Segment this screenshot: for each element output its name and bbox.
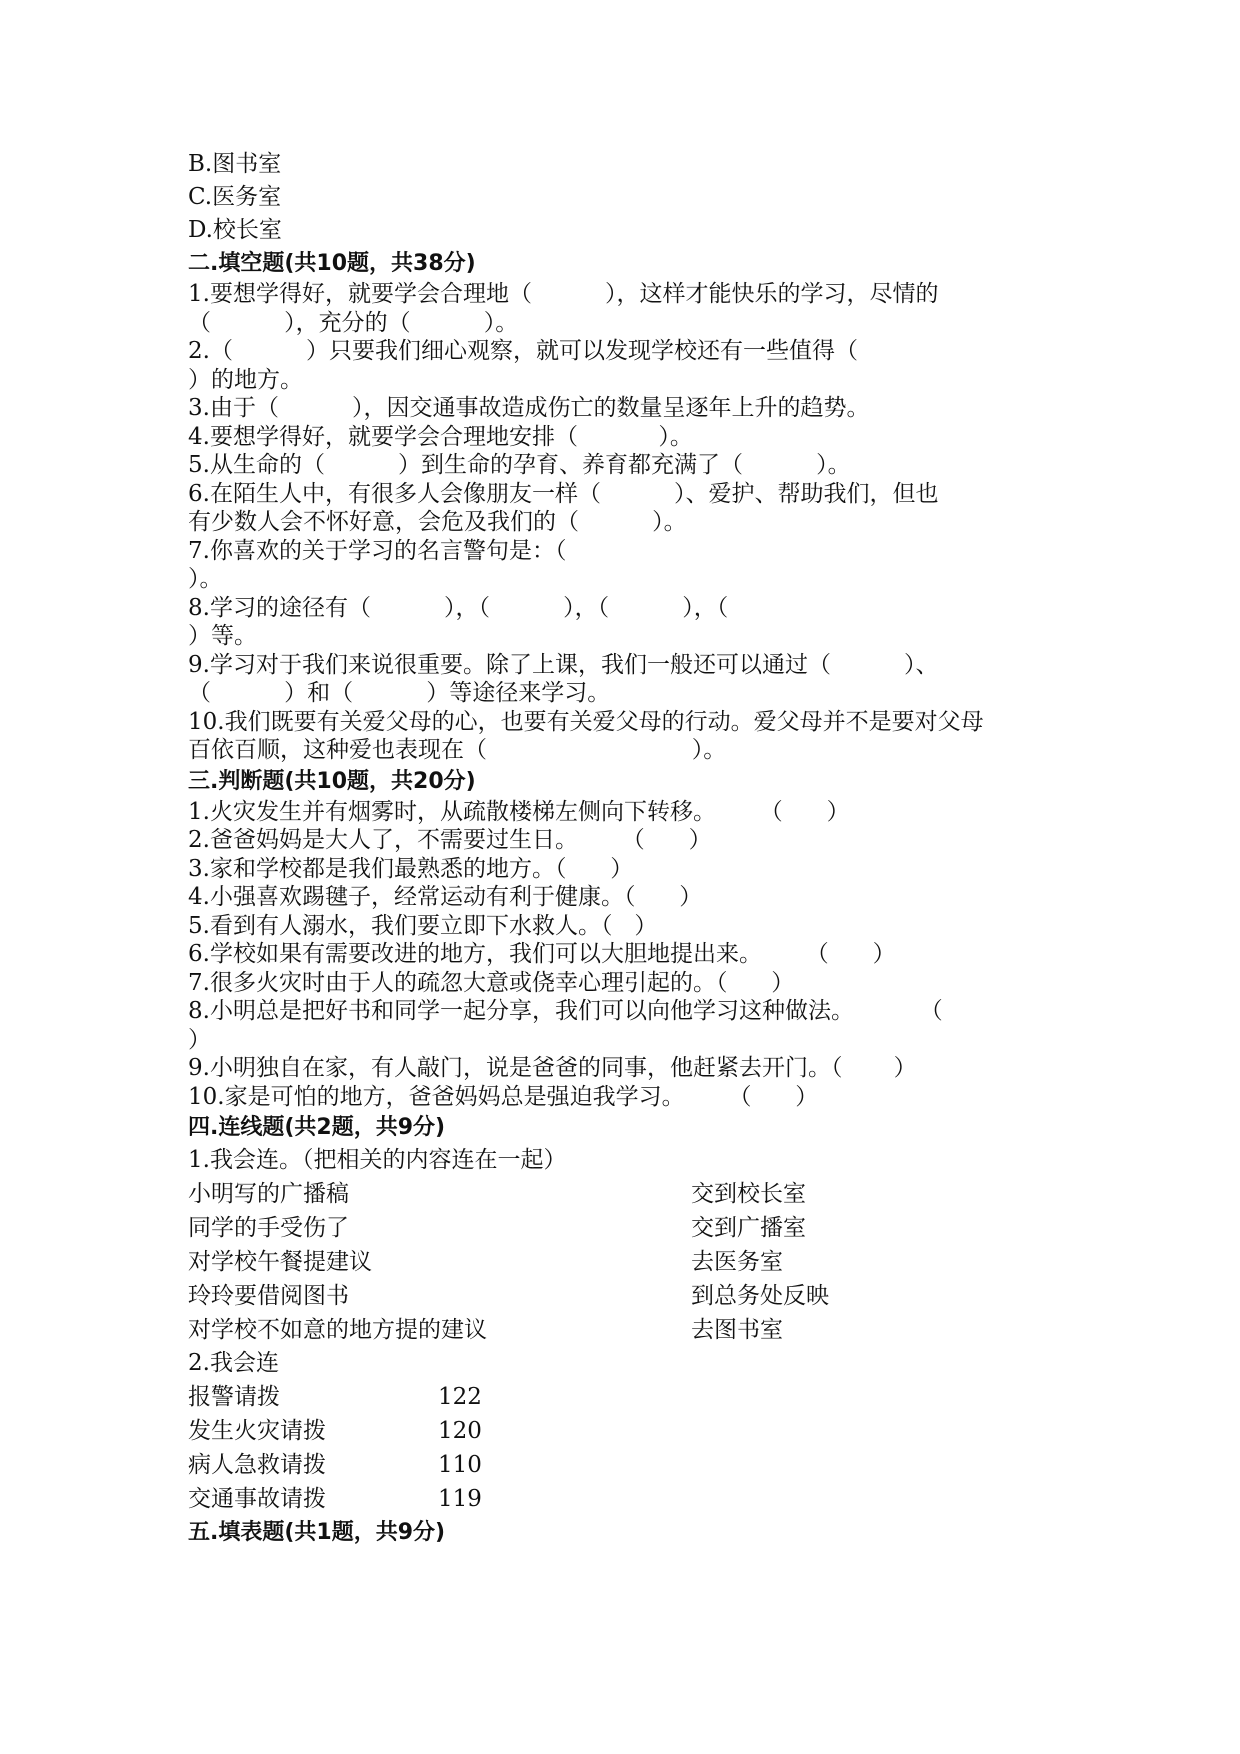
question-line: （ ），充分的（ ）。 — [188, 309, 519, 336]
question-line: （ ）和（ ）等途径来学习。 — [188, 680, 611, 706]
page-content — [188, 148, 1068, 1549]
matching-left-item: 对学校不如意的地方提的建议 — [188, 1317, 487, 1343]
matching-row — [188, 1380, 1068, 1414]
matching-right-item: 交到广播室 — [691, 1215, 806, 1241]
section-heading-true-false: 三.判断题(共10题，共20分) — [188, 768, 476, 794]
matching-left-item: 小明写的广播稿 — [188, 1181, 349, 1207]
question-line: 4.小强喜欢踢毽子，经常运动有利于健康。（ ） — [188, 884, 703, 910]
question-line: 6.学校如果有需要改进的地方，我们可以大胆地提出来。 （ ） — [188, 941, 896, 967]
option-c: C.医务室 — [188, 184, 282, 210]
phone-number: 120 — [438, 1418, 482, 1444]
question-line: 2.爸爸妈妈是大人了，不需要过生日。 （ ） — [188, 827, 712, 853]
option-b: B.图书室 — [188, 151, 282, 177]
section-heading-matching: 四.连线题(共2题，共9分) — [188, 1115, 446, 1140]
question-line: 10.家是可怕的地方，爸爸妈妈总是强迫我学习。 （ ） — [188, 1083, 819, 1110]
question-line: 1.要想学得好，就要学会合理地（ ），这样才能快乐的学习，尽情的 — [188, 281, 939, 307]
question-line: 6.在陌生人中，有很多人会像朋友一样（ ）、爱护、帮助我们，但也 — [188, 480, 939, 507]
matching-row — [188, 1279, 1068, 1313]
true-false-questions — [188, 798, 1068, 1112]
matching-left-item: 同学的手受伤了 — [188, 1215, 349, 1241]
question-line: 10.我们既要有关爱父母的心，也要有关爱父母的行动。爱父母并不是要对父母 — [188, 708, 984, 735]
question-line: 有少数人会不怀好意，会危及我们的（ ）。 — [188, 509, 687, 535]
question-line: 2.（ ）只要我们细心观察，就可以发现学校还有一些值得（ — [188, 338, 859, 364]
question-line: 5.从生命的（ ）到生命的孕育、养育都充满了（ ）。 — [188, 452, 851, 478]
matching-left-item: 对学校午餐提建议 — [188, 1249, 372, 1275]
matching-row — [188, 1414, 1068, 1448]
matching-left-item: 报警请拨 — [188, 1384, 280, 1410]
question-line: 8.学习的途径有（ ），（ ），（ ），（ — [188, 594, 729, 621]
matching-row — [188, 1211, 1068, 1245]
question-line: 8.小明总是把好书和同学一起分享，我们可以向他学习这种做法。 （ — [188, 998, 943, 1024]
question-line: 5.看到有人溺水，我们要立即下水救人。（ ） — [188, 912, 658, 939]
fill-blank-questions — [188, 280, 1068, 765]
question-line: ）。 — [188, 566, 223, 592]
question-line: 1.火灾发生并有烟雾时，从疏散楼梯左侧向下转移。 （ ） — [188, 798, 850, 825]
matching-right-item: 去图书室 — [691, 1317, 783, 1343]
matching-row — [188, 1482, 1068, 1516]
question-line: ） — [188, 1026, 211, 1053]
question-line: 3.家和学校都是我们最熟悉的地方。（ ） — [188, 855, 634, 882]
phone-number: 122 — [438, 1384, 482, 1410]
question-line: ）等。 — [188, 623, 257, 649]
matching-row — [188, 1313, 1068, 1347]
question-line: 7.你喜欢的关于学习的名言警句是：（ — [188, 537, 567, 564]
matching-left-item: 发生火灾请拨 — [188, 1418, 326, 1444]
matching-q2-table — [188, 1380, 1068, 1516]
phone-number: 110 — [438, 1452, 482, 1478]
matching-q2-title: 2.我会连 — [188, 1350, 279, 1376]
matching-row — [188, 1245, 1068, 1279]
matching-row — [188, 1448, 1068, 1482]
option-d: D.校长室 — [188, 217, 282, 243]
matching-right-item: 到总务处反映 — [691, 1283, 829, 1309]
matching-left-item: 玲玲要借阅图书 — [188, 1283, 349, 1309]
matching-q1-table — [188, 1177, 1068, 1347]
matching-right-item: 交到校长室 — [691, 1181, 806, 1207]
question-line: 4.要想学得好，就要学会合理地安排（ ）。 — [188, 423, 693, 450]
matching-q1-title: 1.我会连。（把相关的内容连在一起） — [188, 1147, 567, 1173]
question-line: 3.由于（ ），因交通事故造成伤亡的数量呈逐年上升的趋势。 — [188, 395, 870, 421]
question-line: 7.很多火灾时由于人的疏忽大意或侥幸心理引起的。（ ） — [188, 969, 795, 996]
question-line: 9.小明独自在家，有人敲门，说是爸爸的同事，他赶紧去开门。（ ） — [188, 1055, 917, 1081]
question-line: ）的地方。 — [188, 366, 303, 393]
matching-right-item: 去医务室 — [691, 1249, 783, 1275]
matching-row — [188, 1177, 1068, 1211]
question-line: 百依百顺，这种爱也表现在（ ）。 — [188, 737, 727, 763]
section-heading-fill-blank: 二.填空题(共10题，共38分) — [188, 251, 476, 276]
matching-left-item: 病人急救请拨 — [188, 1452, 326, 1478]
question-line: 9.学习对于我们来说很重要。除了上课，我们一般还可以通过（ ）、 — [188, 651, 939, 678]
phone-number: 119 — [438, 1486, 482, 1512]
matching-left-item: 交通事故请拨 — [188, 1486, 326, 1512]
section-heading-fill-table: 五.填表题(共1题，共9分) — [188, 1520, 446, 1545]
